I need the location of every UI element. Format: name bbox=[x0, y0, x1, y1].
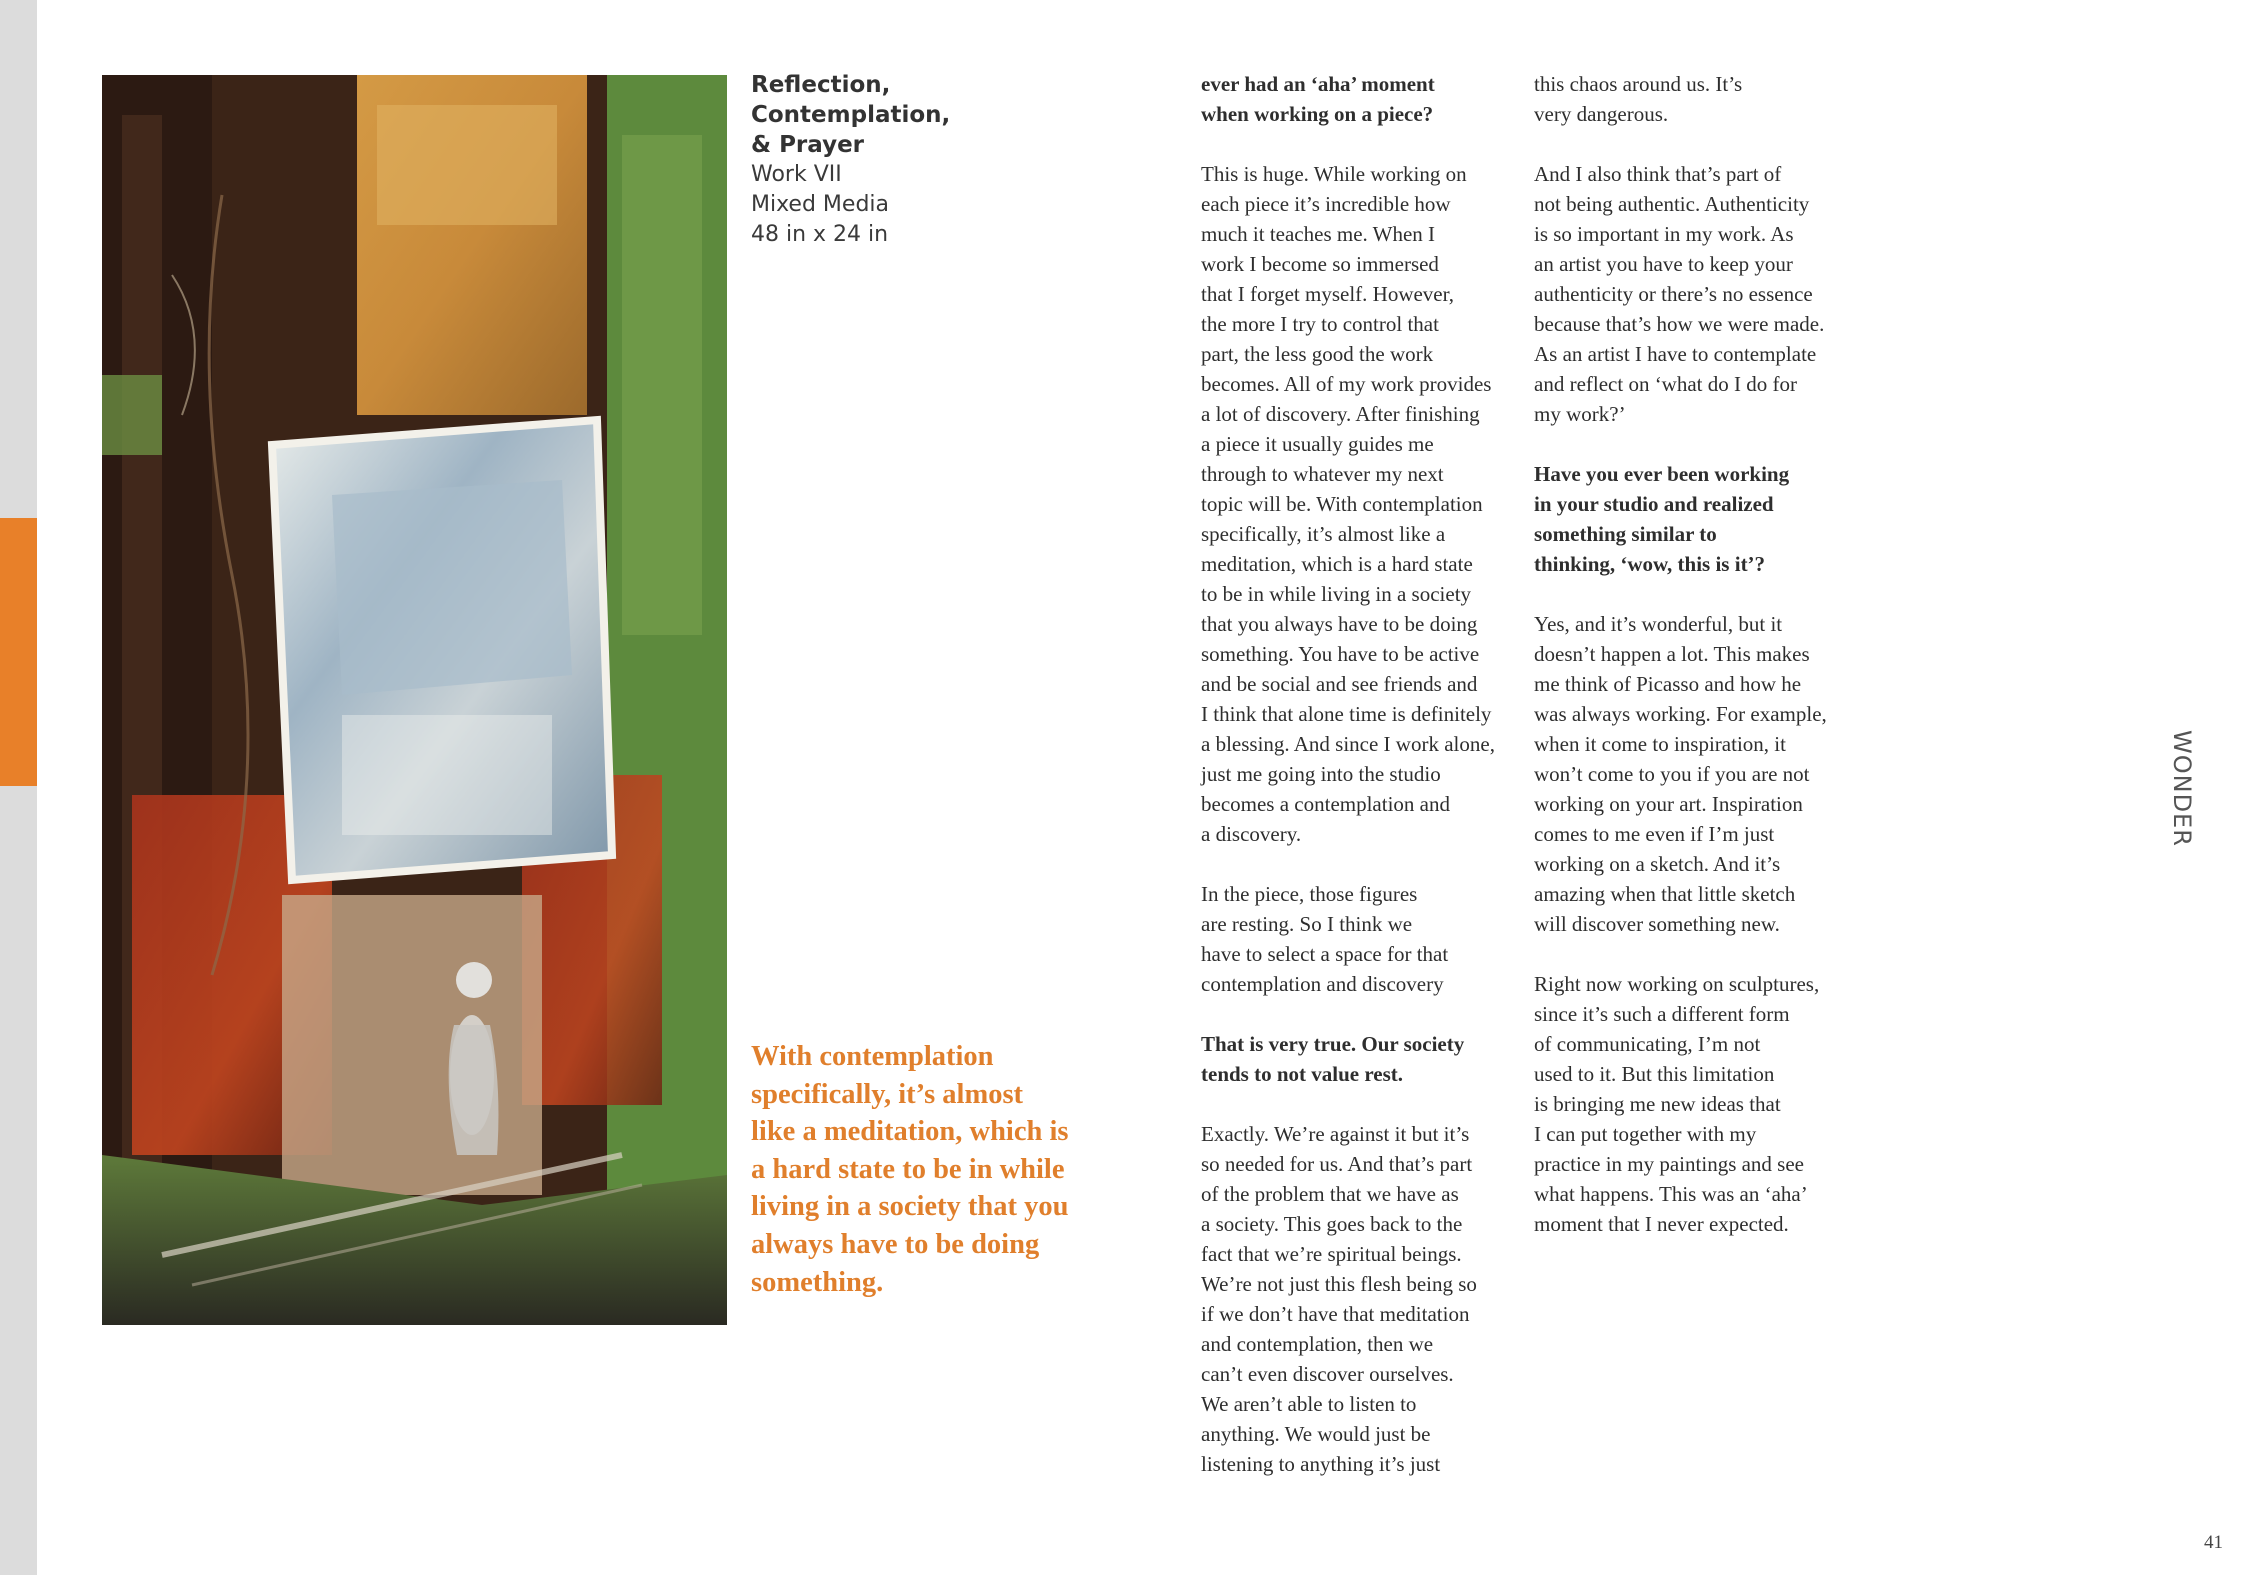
text-line: was always working. For example, bbox=[1534, 702, 1827, 726]
text-line: not being authentic. Authenticity bbox=[1534, 192, 1810, 216]
text-line: through to whatever my next bbox=[1201, 462, 1444, 486]
text-line: Yes, and it’s wonderful, but it bbox=[1534, 612, 1783, 636]
text-line: me think of Picasso and how he bbox=[1534, 672, 1802, 696]
text-line: very dangerous. bbox=[1534, 102, 1669, 126]
text-line: used to it. But this limitation bbox=[1534, 1062, 1775, 1086]
interview-answer bbox=[1534, 609, 1854, 939]
text-line: won’t come to you if you are not bbox=[1534, 762, 1810, 786]
interview-answer bbox=[1201, 879, 1521, 999]
text-line: this chaos around us. It’s bbox=[1534, 72, 1743, 96]
text-line: doesn’t happen a lot. This makes bbox=[1534, 642, 1810, 666]
text-line: I can put together with my bbox=[1534, 1122, 1757, 1146]
text-line: that I forget myself. However, bbox=[1201, 282, 1455, 306]
text-line: comes to me even if I’m just bbox=[1534, 822, 1775, 846]
text-line: We’re not just this flesh being so bbox=[1201, 1272, 1477, 1296]
text-line: work I become so immersed bbox=[1201, 252, 1439, 276]
text-line: That is very true. Our society bbox=[1201, 1032, 1465, 1056]
text-line: a blessing. And since I work alone, bbox=[1201, 732, 1495, 756]
interview-question bbox=[1201, 1029, 1521, 1089]
text-line: anything. We would just be bbox=[1201, 1422, 1431, 1446]
text-line: specifically, it’s almost like a bbox=[1201, 522, 1446, 546]
text-line: thinking, ‘wow, this is it’? bbox=[1534, 552, 1766, 576]
text-line: and be social and see friends and bbox=[1201, 672, 1478, 696]
text-line: is so important in my work. As bbox=[1534, 222, 1794, 246]
pull-quote: With contemplation specifically, it’s almost like a meditation, which is a hard state to be in while living in a society that you always have to be doing something. bbox=[751, 1041, 1069, 1298]
text-line: Exactly. We’re against it but it’s bbox=[1201, 1122, 1470, 1146]
text-line: what happens. This was an ‘aha’ bbox=[1534, 1182, 1808, 1206]
text-line: This is huge. While working on bbox=[1201, 162, 1467, 186]
page-edge-accent-tab bbox=[0, 518, 37, 786]
text-line: something. You have to be active bbox=[1201, 642, 1480, 666]
text-line: a discovery. bbox=[1201, 822, 1302, 846]
text-line: topic will be. With contemplation bbox=[1201, 492, 1483, 516]
page-edge-strip bbox=[0, 0, 37, 1575]
text-line: since it’s such a different form bbox=[1534, 1002, 1790, 1026]
interview-answer bbox=[1201, 1119, 1521, 1479]
text-line: meditation, which is a hard state bbox=[1201, 552, 1473, 576]
text-line: listening to anything it’s just bbox=[1201, 1452, 1441, 1476]
text-line: We aren’t able to listen to bbox=[1201, 1392, 1417, 1416]
text-column-1 bbox=[1201, 69, 1521, 1509]
text-line: And I also think that’s part of bbox=[1534, 162, 1782, 186]
interview-answer bbox=[1201, 159, 1521, 849]
text-line: fact that we’re spiritual beings. bbox=[1201, 1242, 1462, 1266]
text-line: a lot of discovery. After finishing bbox=[1201, 402, 1480, 426]
caption-title-line: & Prayer bbox=[751, 132, 865, 158]
text-line: amazing when that little sketch bbox=[1534, 882, 1796, 906]
text-line: part, the less good the work bbox=[1201, 342, 1434, 366]
artwork-caption bbox=[751, 70, 1051, 250]
caption-title-line: Contemplation, bbox=[751, 102, 951, 128]
text-line: Have you ever been working bbox=[1534, 462, 1790, 486]
text-line: because that’s how we were made. bbox=[1534, 312, 1825, 336]
text-line: are resting. So I think we bbox=[1201, 912, 1413, 936]
interview-answer bbox=[1534, 969, 1854, 1239]
text-line: a society. This goes back to the bbox=[1201, 1212, 1463, 1236]
text-line: that you always have to be doing bbox=[1201, 612, 1478, 636]
text-line: I think that alone time is definitely bbox=[1201, 702, 1492, 726]
text-line: so needed for us. And that’s part bbox=[1201, 1152, 1473, 1176]
text-line: to be in while living in a society bbox=[1201, 582, 1472, 606]
text-line: working on a sketch. And it’s bbox=[1534, 852, 1781, 876]
text-line: practice in my paintings and see bbox=[1534, 1152, 1804, 1176]
text-line: As an artist I have to contemplate bbox=[1534, 342, 1817, 366]
text-line: ever had an ‘aha’ moment bbox=[1201, 72, 1435, 96]
interview-question bbox=[1201, 69, 1521, 129]
caption-work: Work VII bbox=[751, 162, 842, 187]
text-line: will discover something new. bbox=[1534, 912, 1780, 936]
text-line: if we don’t have that meditation bbox=[1201, 1302, 1470, 1326]
text-line: each piece it’s incredible how bbox=[1201, 192, 1451, 216]
page-number: 41 bbox=[2204, 1532, 2223, 1553]
text-line: is bringing me new ideas that bbox=[1534, 1092, 1781, 1116]
text-line: when working on a piece? bbox=[1201, 102, 1434, 126]
interview-answer bbox=[1534, 159, 1854, 429]
text-line: In the piece, those figures bbox=[1201, 882, 1418, 906]
interview-question bbox=[1534, 459, 1854, 579]
text-line: can’t even discover ourselves. bbox=[1201, 1362, 1454, 1386]
text-line: moment that I never expected. bbox=[1534, 1212, 1789, 1236]
artwork-painting bbox=[102, 75, 727, 1325]
text-line: working on your art. Inspiration bbox=[1534, 792, 1803, 816]
text-line: have to select a space for that bbox=[1201, 942, 1449, 966]
text-line: and reflect on ‘what do I do for bbox=[1534, 372, 1797, 396]
section-label: WONDER bbox=[2168, 730, 2196, 847]
painting-illustration bbox=[102, 75, 727, 1325]
text-line: my work?’ bbox=[1534, 402, 1626, 426]
interview-answer bbox=[1534, 69, 1854, 129]
text-line: becomes a contemplation and bbox=[1201, 792, 1450, 816]
caption-title-line: Reflection, bbox=[751, 72, 891, 98]
text-line: a piece it usually guides me bbox=[1201, 432, 1434, 456]
text-line: tends to not value rest. bbox=[1201, 1062, 1404, 1086]
text-line: authenticity or there’s no essence bbox=[1534, 282, 1813, 306]
text-line: an artist you have to keep your bbox=[1534, 252, 1793, 276]
text-line: just me going into the studio bbox=[1201, 762, 1441, 786]
text-line: something similar to bbox=[1534, 522, 1717, 546]
text-line: the more I try to control that bbox=[1201, 312, 1439, 336]
caption-dimensions: 48 in x 24 in bbox=[751, 222, 889, 247]
text-line: of the problem that we have as bbox=[1201, 1182, 1459, 1206]
text-line: of communicating, I’m not bbox=[1534, 1032, 1761, 1056]
text-line: contemplation and discovery bbox=[1201, 972, 1444, 996]
text-line: and contemplation, then we bbox=[1201, 1332, 1434, 1356]
caption-medium: Mixed Media bbox=[751, 192, 890, 217]
text-column-2 bbox=[1534, 69, 1854, 1269]
text-line: Right now working on sculptures, bbox=[1534, 972, 1820, 996]
text-line: when it come to inspiration, it bbox=[1534, 732, 1786, 756]
text-line: becomes. All of my work provides bbox=[1201, 372, 1492, 396]
text-line: in your studio and realized bbox=[1534, 492, 1774, 516]
text-line: much it teaches me. When I bbox=[1201, 222, 1436, 246]
